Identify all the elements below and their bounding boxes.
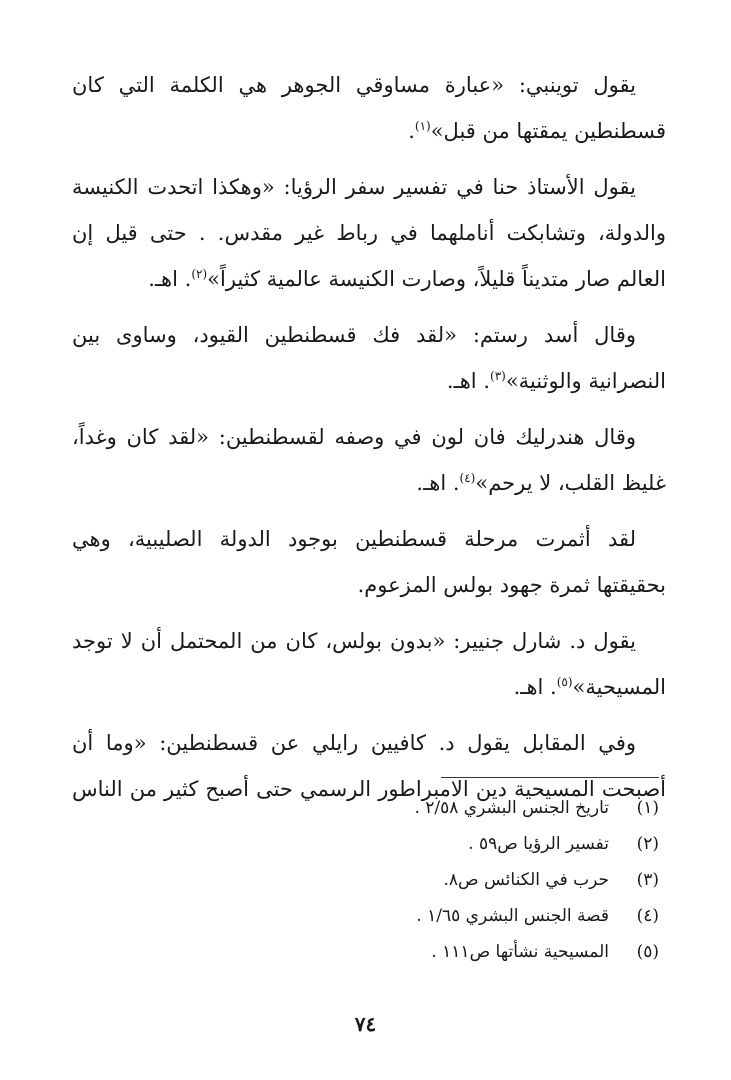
- footnote-item: [209, 862, 659, 898]
- paragraph-text: يقول د. شارل جنيير: «بدون بولس، كان من المحتمل أن لا توجد المسيحية»: [72, 629, 666, 699]
- footnote-text: حرب في الكنائس ص٨.: [443, 870, 609, 890]
- footnote-text: قصة الجنس البشري ١/٦٥ .: [416, 906, 609, 926]
- footnote-marker: (١): [414, 119, 431, 133]
- paragraph-text: لقد أثمرت مرحلة قسطنطين بوجود الدولة الصليبية، وهي بحقيقتها ثمرة جهود بولس المزعوم.: [72, 527, 666, 597]
- footnote-item: [209, 790, 659, 826]
- footnote-text: المسيحية نشأتها ص١١١ .: [431, 942, 609, 962]
- footnote-number: (٥): [636, 942, 659, 962]
- paragraph-text: . اهـ.: [148, 267, 192, 291]
- body-text: [72, 62, 666, 822]
- paragraph-text: . اهـ.: [446, 369, 490, 393]
- footnote-text: تفسير الرؤيا ص٥٩ .: [468, 834, 609, 854]
- page-number: ٧٤: [354, 1012, 377, 1036]
- footnote-item: [209, 898, 659, 934]
- paragraph-text: وفي المقابل يقول د. كافيين رايلي عن قسطنطين: «وما أن أصبحت المسيحية دين الامبراطور الرسمي حتى أصبح كثير من الناس: [72, 731, 666, 801]
- paragraph: [72, 516, 666, 608]
- footnote-marker: (٥): [556, 675, 573, 689]
- paragraph: [72, 414, 666, 506]
- paragraph-text: وقال أسد رستم: «لقد فك قسطنطين القيود، وساوى بين النصرانية والوثنية»: [72, 323, 666, 393]
- footnote-number: (٢): [636, 834, 659, 854]
- footnote-item: [209, 826, 659, 862]
- footnote-marker: (٤): [459, 471, 476, 485]
- paragraph-text: .: [408, 119, 415, 143]
- footnote-item: [209, 934, 659, 970]
- paragraph: [72, 312, 666, 404]
- footnote-number: (٣): [636, 870, 659, 890]
- paragraph-text: . اهـ.: [513, 675, 557, 699]
- footnote-marker: (٣): [490, 369, 506, 383]
- paragraph: [72, 618, 666, 710]
- paragraph-text: . اهـ.: [416, 471, 460, 495]
- footnote-marker: (٢): [191, 267, 208, 281]
- paragraph-text: يقول توينبي: «عبارة مساوقي الجوهر هي الكلمة التي كان قسطنطين يمقتها من قبل»: [72, 73, 666, 143]
- footnote-text: تاريخ الجنس البشري ٢/٥٨ .: [414, 798, 609, 818]
- footnote-number: (١): [636, 798, 659, 818]
- footnote-separator: [441, 777, 659, 778]
- paragraph: [72, 62, 666, 154]
- footnotes-list: [209, 790, 659, 970]
- paragraph-text: وقال هندرليك فان لون في وصفه لقسطنطين: «لقد كان وغداً، غليظ القلب، لا يرحم»: [72, 425, 666, 495]
- paragraph-text: يقول الأستاذ حنا في تفسير سفر الرؤيا: «وهكذا اتحدت الكنيسة والدولة، وتشابكت أناملهما في رباط غير مقدس. . حتى قيل إن العالم صار متديناً قليلاً، وصارت الكنيسة عالمية كثيراً»: [72, 175, 666, 291]
- paragraph: [72, 164, 666, 302]
- footnote-number: (٤): [636, 906, 659, 926]
